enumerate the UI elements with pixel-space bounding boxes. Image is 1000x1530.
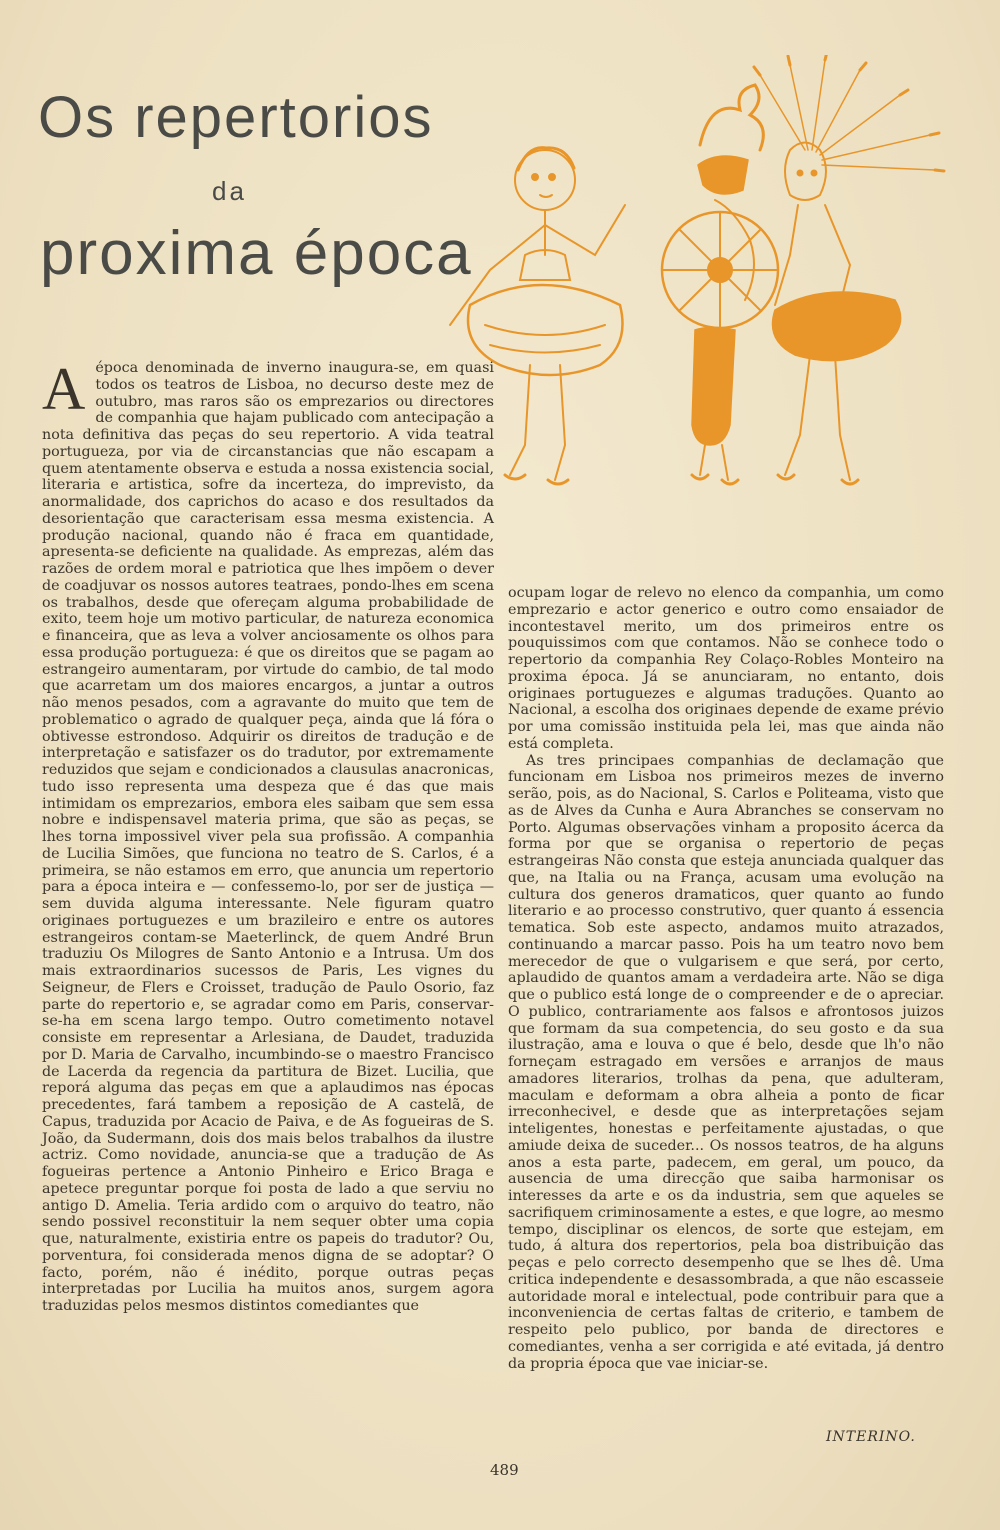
author-signature: INTERINO.: [826, 1429, 916, 1445]
article-title-line3: proxima época: [40, 219, 473, 288]
right-column-paragraph-1: ocupam logar de relevo no elenco da companhia, um como emprezario e actor generico e outro como ensaiador de incontestavel merito, um dos primeiros entre os pouquissimos com que contamos. Não se conhece todo o repertorio da companhia Rey Colaço-Robles Monteiro na proxima época. Já se anunciaram, no entanto, dois originaes portuguezes e algumas traduções. Quanto ao Nacional, a escolha dos originaes depende de exame prévio por uma comissão instituida pela lei, mas que ainda não está completa.: [508, 585, 944, 752]
article-title-line1: Os repertorios: [38, 85, 434, 150]
left-column-text: época denominada de inverno inaugura-se, em quasi todos os teatros de Lisboa, no decurso deste mez de outubro, mas raros são os emprezarios ou directores de companhia que hajam publicado com antecipação a nota definitiva das peças do seu repertorio. A vida teatral portugueza, por via de circanstancias que não escapam a quem atentamente observa e estuda a nossa existencia social, literaria e artistica, sofre da incerteza, do imprevisto, da anormalidade, dos caprichos do acaso e dos resultados da desorientação que caracterisam essa mesma existencia. A produção nacional, quando não é fraca em quantidade, apresenta-se deficiente na qualidade. As emprezas, além das razões de ordem moral e patriotica que lhes impõem o dever de coadjuvar os nossos autores teatraes, pondo-lhes em scena os trabalhos, desde que ofereçam alguma probabilidade de exito, teem hoje um motivo particular, de natureza economica e financeira, que as leva a volver anciosamente os olhos para essa produção portugueza: é que os direitos que se pagam ao estrangeiro aumentaram, por virtude do cambio, de tal modo que acarretam um dos maiores encargos, a juntar a outros não menos pesados, com a agravante do muito que tem de problematico o agrado de qualquer peça, ainda que lá fóra o obtivesse estrondoso. Adquirir os direitos de tradução e de interpretação e satisfazer os do tradutor, por extremamente reduzidos que sejam e condicionados a clausulas anacronicas, tudo isso representa uma despeza que é das que mais intimidam os emprezarios, embora eles saibam que sem essa nobre e indispensavel materia prima, que são as peças, se lhes torna impossivel viver pela sua profissão. A companhia de Lucilia Simões, que funciona no teatro de S. Carlos, é a primeira, se não estamos em erro, que anuncia um repertorio para a época inteira e — confessemo-lo, por ser de justiça — sem duvida alguma interessante. Nele figuram quatro originaes portuguezes e um brazileiro e entre os autores estrangeiros contam-se Maeterlinck, de quem André Brun traduziu Os Milogres de Santo Antonio e a Intrusa. Um dos mais extraordinarios sucessos de Paris, Les vignes du Seigneur, de Flers e Croisset, tradução de Paulo Osorio, faz parte do repertorio e, se agradar como em Paris, conservar-se-ha em scena largo tempo. Outro cometimento notavel consiste em representar a Arlesiana, de Daudet, traduzida por D. Maria de Carvalho, incumbindo-se o maestro Francisco de Lacerda da regencia da partitura de Bizet. Lucilia, que reporá alguma das peças em que a aplaudimos nas épocas precedentes, fará tambem a reposição de A castelã, de Capus, traduzida por Acacio de Paiva, e de As fogueiras de S. João, da Sudermann, dois dos mais belos trabalhos da ilustre actriz. Como novidade, anuncia-se que a tradução de As fogueiras pertence a Antonio Pinheiro e Erico Braga e apetece preguntar porque foi posta de lado a que serviu no antigo D. Amelia. Teria ardido com o arquivo do teatro, não sendo possivel reconstituir la nem sequer obter uma copia que, naturalmente, existiria entre os papeis do tradutor? Ou, porventura, foi considerada menos digna de se adoptar? O facto, porém, não é inédito, porque outras peças interpretadas por Lucilia ha muitos anos, surgem agora traduzidas pelos mesmos distintos comediantes que: [42, 360, 494, 1314]
article-left-column: [42, 356, 494, 1315]
article-title-line2: da: [212, 176, 247, 206]
page-number: 489: [490, 1461, 519, 1479]
right-column-paragraph-2: As tres principaes companhias de declamação que funcionam em Lisboa nos primeiros mezes de inverno serão, pois, as do Nacional, S. Carlos e Politeama, visto que as de Alves da Cunha e Aura Abranches se conservam no Porto. Algumas observações vinham a proposito ácerca da forma por que se organisa o repertorio de peças estrangeiras Não consta que esteja anunciada qualquer das que, na Italia ou na França, acusam uma evolução na cultura dos generos dramaticos, quer quanto ao fundo literario e ao processo construtivo, quer quanto á essencia tematica. Sob este aspecto, andamos muito atrazados, continuando a marcar passo. Pois ha um teatro novo bem merecedor de que o vulgarisem e que será, por certo, aplaudido de quantos amam a verdadeira arte. Não se diga que o publico está longe de o compreender e de o apreciar. O publico, contrariamente aos falsos e afrontosos juizos que formam da sua competencia, do seu gosto e da sua ilustração, ama e louva o que é belo, desde que lh'o não forneçam estragado em versões e arranjos de maus amadores literarios, trolhas da pena, que adulteram, maculam e deformam a obra alheia a ponto de ficar irreconhecivel, e desde que as interpretações sejam inteligentes, honestas e perfeitamente ajustadas, o que amiude deixa de suceder... Os nossos teatros, de ha alguns anos a esta parte, padecem, em geral, um pouco, da ausencia de uma direcção que saiba harmonisar os interesses da arte e os da industria, sem que aqueles se sacrifiquem criminosamente a estes, e que logre, ao mesmo tempo, disciplinar os elencos, de sorte que estejam, em tudo, á altura dos repertorios, pela boa distribuição das peças e pelo correcto desempenho que se lhes dê. Uma critica independente e desassombrada, a que não escasseie autoridade moral e intelectual, pode contribuir para que a inconveniencia de certas faltas de criterio, e tambem de respeito pelo publico, por banda de directores e comediantes, venha a ser corrigida e até evitada, já dentro da propria época que vae iniciar-se.: [508, 752, 944, 1372]
dancers-illustration: [430, 55, 960, 500]
article-right-column: [508, 585, 944, 1372]
drop-cap: A: [42, 356, 86, 422]
